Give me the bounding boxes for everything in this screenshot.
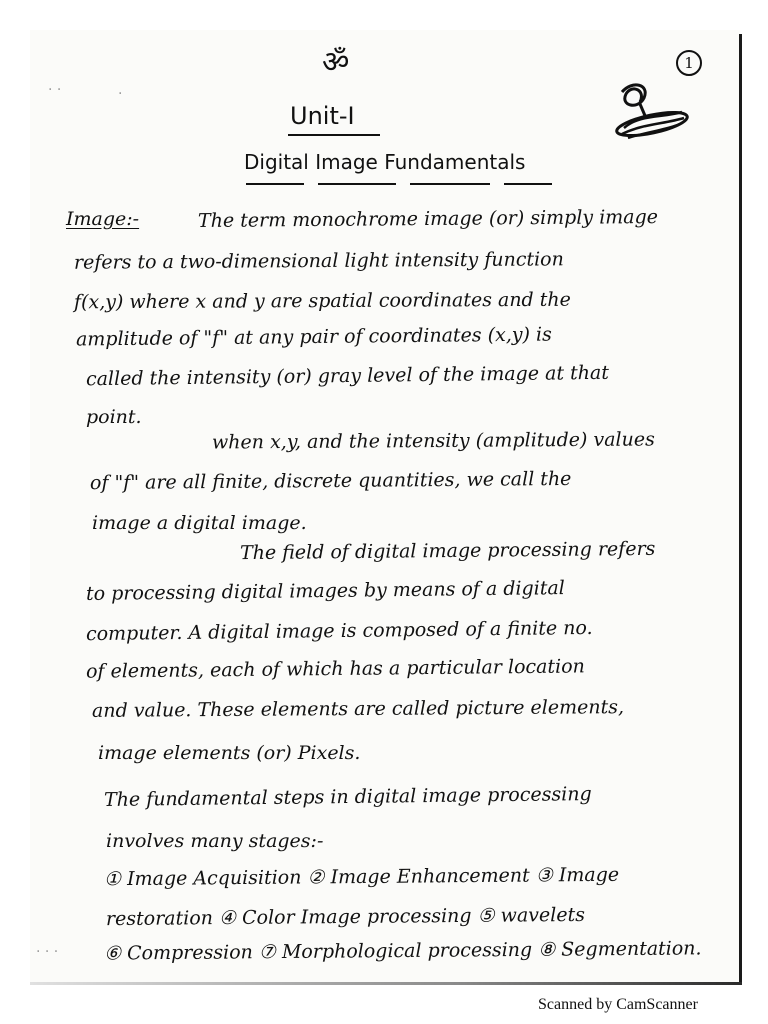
- text-line: The term monochrome image (or) simply image: [197, 205, 659, 233]
- title-underline: [318, 183, 396, 185]
- page-number: 1: [676, 50, 702, 76]
- text-line: computer. A digital image is composed of a finite no.: [85, 616, 593, 646]
- paper-right-edge: [739, 34, 742, 984]
- scanner-watermark: Scanned by CamScanner: [538, 996, 698, 1013]
- title-underline: [410, 183, 490, 185]
- page-title: Digital Image Fundamentals: [244, 150, 526, 174]
- text-line: of elements, each of which has a particular location: [85, 655, 585, 683]
- text-line: refers to a two-dimensional light intensity function: [73, 248, 564, 274]
- text-line: involves many stages:-: [106, 830, 324, 852]
- text-line: when x,y, and the intensity (amplitude) values: [211, 428, 655, 454]
- scan-speck: · ·: [48, 82, 62, 98]
- scan-speck: ·: [118, 86, 123, 102]
- scribble-mark-icon: [610, 78, 690, 148]
- text-line: The field of digital image processing refers: [239, 537, 656, 565]
- text-line: and value. These elements are called picture elements,: [91, 696, 625, 722]
- text-line: restoration ④ Color Image processing ⑤ wavelets: [105, 903, 585, 931]
- text-line: amplitude of "f" at any pair of coordinates (x,y) is: [75, 323, 552, 351]
- text-line: The fundamental steps in digital image processing: [103, 783, 592, 811]
- text-line: image a digital image.: [92, 512, 307, 534]
- text-line: to processing digital images by means of a digital: [85, 577, 565, 605]
- text-line: image elements (or) Pixels.: [98, 742, 361, 764]
- paper-bottom-edge: [30, 982, 742, 985]
- text-line: ⑥ Compression ⑦ Morphological processing ⑧ Segmentation.: [103, 937, 702, 965]
- text-line: point.: [86, 406, 142, 428]
- text-line: f(x,y) where x and y are spatial coordinates and the: [73, 288, 571, 314]
- text-line: called the intensity (or) gray level of the image at that: [85, 361, 610, 391]
- om-symbol: ॐ: [322, 45, 350, 80]
- text-line: ① Image Acquisition ② Image Enhancement ③ Image: [103, 863, 620, 891]
- image-label: Image:-: [66, 208, 140, 230]
- text-line: of "f" are all finite, discrete quantities, we call the: [89, 467, 572, 495]
- unit-heading: Unit-I: [290, 102, 355, 130]
- title-underline: [504, 183, 552, 185]
- unit-underline: [288, 134, 380, 136]
- title-underline: [246, 183, 304, 185]
- scan-speck: · · ·: [36, 944, 59, 960]
